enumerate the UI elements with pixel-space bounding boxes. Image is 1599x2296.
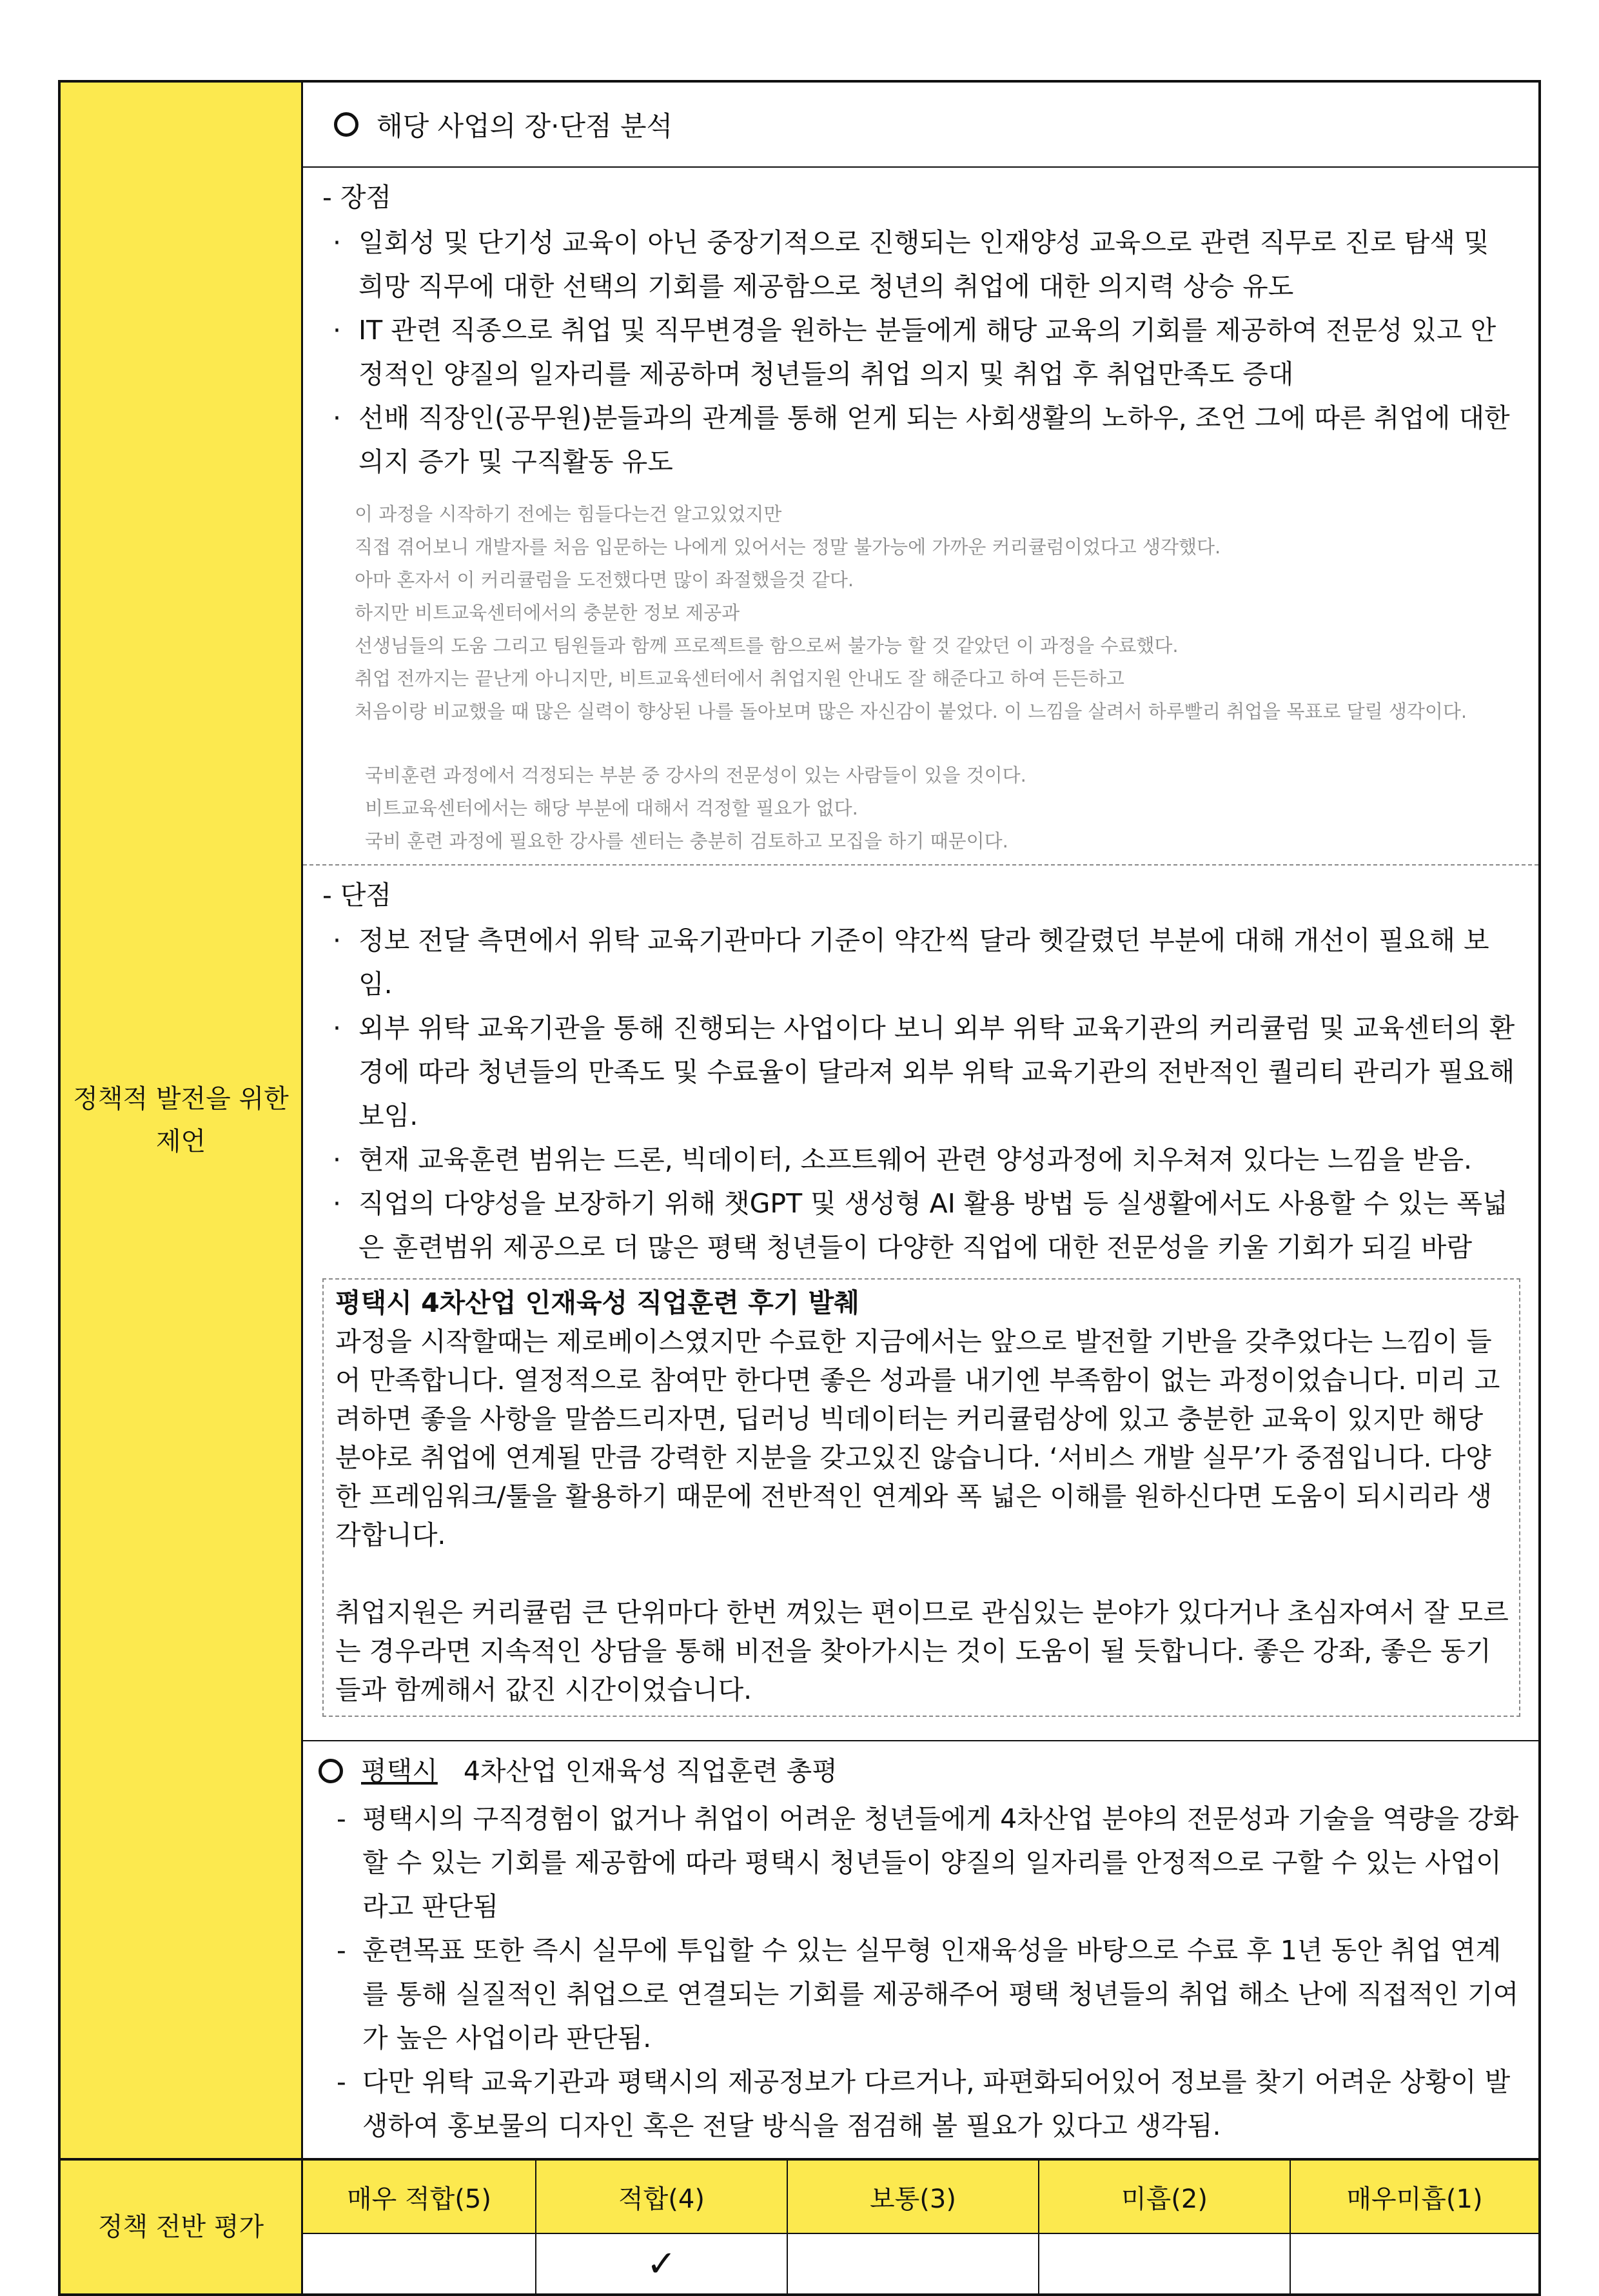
review-paragraph: 취업지원은 커리큘럼 큰 단위마다 한번 껴있는 편이므로 관심있는 분야가 있다거나 초심자여서 잘 모르는 경우라면 지속적인 상담을 통해 비전을 찾아가시는 것이 도움이 될 듯합니다. 좋은 강좌, 좋은 동기들과 함께해서 값진 시간이었습니다. — [335, 1597, 1509, 1705]
quote-line: 국비훈련 과정에서 걱정되는 부분 중 강사의 전문성이 있는 사람들이 있을 것이다. — [365, 764, 1026, 786]
summary-title — [319, 1749, 1519, 1793]
rating-header: 보통(3) — [788, 2161, 1039, 2234]
rating-cell[interactable] — [788, 2234, 1039, 2293]
policy-table — [58, 80, 1541, 2296]
review-title: 평택시 4차산업 인재육성 직업훈련 후기 발췌 — [335, 1287, 859, 1318]
summary-item: - 훈련목표 또한 즉시 실무에 투입할 수 있는 실무형 인재육성을 바탕으로 수료 후 1년 동안 취업 연계를 통해 실질적인 취업으로 연결되는 기회를 제공해주어 평택 청년들의 취업 해소 난에 직접적인 기여가 높은 사업이라 판단됨. — [337, 1935, 1519, 2054]
rating-header: 미흡(2) — [1039, 2161, 1291, 2234]
circle-bullet-icon — [319, 1759, 343, 1783]
quote-line: 직접 겪어보니 개발자를 처음 입문하는 나에게 있어서는 정말 불가능에 가까운 커리큘럼이었다고 생각했다. — [355, 536, 1221, 558]
quote-line: 아마 혼자서 이 커리큘럼을 도전했다면 많이 좌절했을것 같다. — [355, 569, 854, 591]
evaluation-grid — [303, 2161, 1538, 2293]
proposal-content — [303, 83, 1538, 2158]
pros-heading: - 장점 — [322, 182, 392, 213]
quote-line: 하지만 비트교육센터에서의 충분한 정보 제공과 — [355, 602, 740, 624]
summary-item: - 평택시의 구직경험이 없거나 취업이 어려운 청년들에게 4차산업 분야의 전문성과 기술을 역량을 강화할 수 있는 기회를 제공함에 따라 평택시 청년들이 양질의 일자리를 안정적으로 구할 수 있는 사업이라고 판단됨 — [337, 1803, 1519, 1922]
analysis-title-text: 해당 사업의 장·단점 분석 — [377, 110, 673, 142]
pros-block — [303, 168, 1538, 866]
cons-item: · 정보 전달 측면에서 위탁 교육기관마다 기준이 약간씩 달라 헷갈렸던 부분에 대해 개선이 필요해 보임. — [333, 925, 1489, 1000]
pros-item: · 일회성 및 단기성 교육이 아닌 중장기적으로 진행되는 인재양성 교육으로 관련 직무로 진로 탐색 및 희망 직무에 대한 선택의 기회를 제공함으로 청년의 취업에 대한 의지력 상승 유도 — [333, 227, 1489, 302]
summary-title-text: 4차산업 인재육성 직업훈련 총평 — [463, 1756, 838, 1786]
evaluation-label: 정책 전반 평가 — [61, 2161, 303, 2293]
proposal-row — [61, 83, 1538, 2158]
section-label: 정책적 발전을 위한 제언 — [61, 83, 303, 2158]
review-box — [322, 1278, 1520, 1717]
evaluation-row — [61, 2158, 1538, 2293]
quote-line: 비트교육센터에서는 해당 부분에 대해서 걱정할 필요가 없다. — [365, 797, 858, 819]
quote-line: 선생님들의 도움 그리고 팀원들과 함께 프로젝트를 함으로써 불가능 할 것 같았던 이 과정을 수료했다. — [355, 635, 1179, 657]
quote-line: 국비 훈련 과정에 필요한 강사를 센터는 충분히 검토하고 모집을 하기 때문이다. — [365, 830, 1008, 852]
cons-item: · 직업의 다양성을 보장하기 위해 챗GPT 및 생성형 AI 활용 방법 등 실생활에서도 사용할 수 있는 폭넓은 훈련범위 제공으로 더 많은 평택 청년들이 다양한 직업에 대한 전문성을 키울 기회가 되길 바람 — [333, 1188, 1508, 1263]
rating-cell[interactable] — [1039, 2234, 1291, 2293]
testimonial-quote — [355, 498, 1520, 858]
cons-item: · 현재 교육훈련 범위는 드론, 빅데이터, 소프트웨어 관련 양성과정에 치우쳐져 있다는 느낌을 받음. — [333, 1144, 1473, 1175]
pros-item: · IT 관련 직종으로 취업 및 직무변경을 원하는 분들에게 해당 교육의 기회를 제공하여 전문성 있고 안정적인 양질의 일자리를 제공하며 청년들의 취업 의지 및 취업 후 취업만족도 증대 — [333, 315, 1496, 390]
summary-block — [303, 1741, 1538, 2158]
cons-heading: - 단점 — [322, 880, 392, 911]
summary-title-city: 평택시 — [361, 1756, 438, 1786]
checkmark-icon[interactable]: ✓ — [536, 2234, 788, 2293]
quote-line: 이 과정을 시작하기 전에는 힘들다는건 알고있었지만 — [355, 503, 782, 525]
rating-header: 매우미흡(1) — [1291, 2161, 1538, 2234]
summary-item: - 다만 위탁 교육기관과 평택시의 제공정보가 다르거나, 파편화되어있어 정보를 찾기 어려운 상황이 발생하여 홍보물의 디자인 혹은 전달 방식을 점검해 볼 필요가 있다고 생각됨. — [337, 2066, 1511, 2141]
rating-header: 매우 적합(5) — [303, 2161, 536, 2234]
review-paragraph: 과정을 시작할때는 제로베이스였지만 수료한 지금에서는 앞으로 발전할 기반을 갖추었다는 느낌이 들어 만족합니다. 열정적으로 참여만 한다면 좋은 성과를 내기엔 부족함이 없는 과정이었습니다. 미리 고려하면 좋을 사항을 말씀드리자면, 딥러닝 빅데이터는 커리큘럼상에 있고 충분한 교육이 있지만 해당 분야로 취업에 연계될 만큼 강력한 지분을 갖고있진 않습니다. ‘서비스 개발 실무’가 중점입니다. 다양한 프레임워크/툴을 활용하기 때문에 전반적인 연계와 폭 넓은 이해를 원하신다면 도움이 되시리라 생각합니다. — [335, 1326, 1500, 1550]
quote-line: 취업 전까지는 끝난게 아니지만, 비트교육센터에서 취업지원 안내도 잘 해준다고 하여 든든하고 — [355, 668, 1124, 689]
pros-item: · 선배 직장인(공무원)분들과의 관계를 통해 얻게 되는 사회생활의 노하우, 조언 그에 따른 취업에 대한 의지 증가 및 구직활동 유도 — [333, 402, 1510, 477]
rating-cell[interactable] — [1291, 2234, 1538, 2293]
cons-block — [303, 866, 1538, 1741]
quote-line: 처음이랑 비교했을 때 많은 실력이 향상된 나를 돌아보며 많은 자신감이 붙었다. 이 느낌을 살려서 하루빨리 취업을 목표로 달릴 생각이다. — [355, 700, 1467, 722]
rating-header: 적합(4) — [536, 2161, 788, 2234]
circle-bullet-icon — [334, 112, 358, 137]
analysis-title — [303, 83, 1538, 168]
cons-item: · 외부 위탁 교육기관을 통해 진행되는 사업이다 보니 외부 위탁 교육기관의 커리큘럼 및 교육센터의 환경에 따라 청년들의 만족도 및 수료율이 달라져 외부 위탁 교육기관의 전반적인 퀄리티 관리가 필요해 보임. — [333, 1013, 1515, 1131]
rating-cell[interactable] — [303, 2234, 536, 2293]
